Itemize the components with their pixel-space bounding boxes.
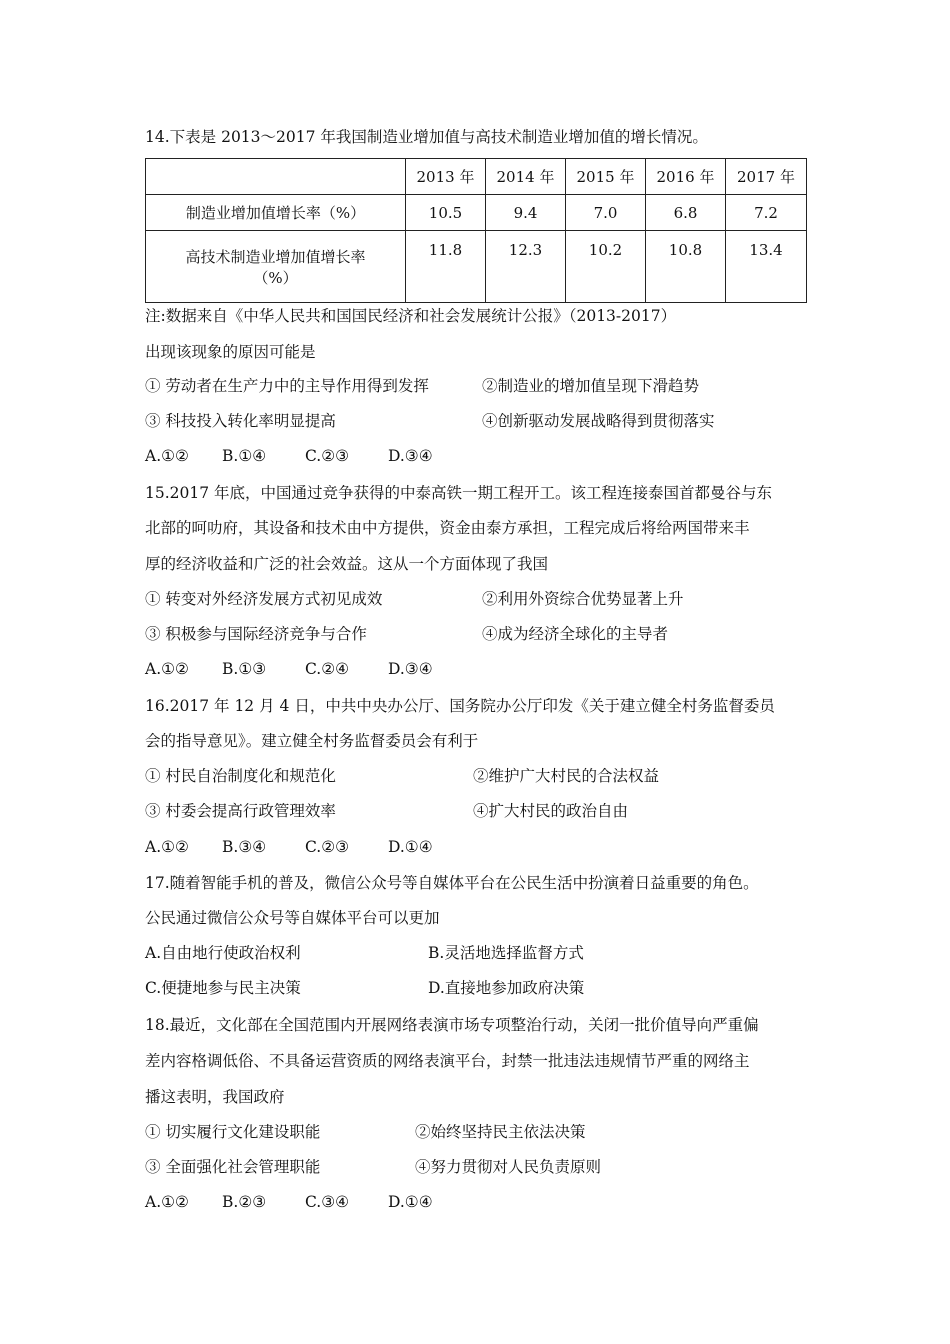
q14-stem: 14.下表是 2013～2017 年我国制造业增加值与高技术制造业增加值的增长情况。	[145, 128, 708, 146]
q15-item-3: ③ 积极参与国际经济竞争与合作	[145, 625, 367, 643]
table-header-cell: 2013 年	[406, 159, 486, 195]
q14-table-note: 注:数据来自《中华人民共和国国民经济和社会发展统计公报》（2013-2017）	[145, 307, 677, 325]
q17-choice-b: B.灵活地选择监督方式	[428, 944, 584, 962]
q15-item-4: ④成为经济全球化的主导者	[482, 625, 669, 643]
table-header-cell: 2017 年	[726, 159, 807, 195]
q14-item-2: ②制造业的增加值呈现下滑趋势	[482, 377, 700, 395]
q15-stem-line-3: 厚的经济收益和广泛的社会效益。这从一个方面体现了我国	[145, 555, 549, 573]
table-row-label	[146, 231, 406, 303]
q18-option-c: C.③④	[305, 1193, 350, 1211]
q16-option-c: C.②③	[305, 838, 350, 856]
q15-stem-line-2: 北部的呵叻府，其设备和技术由中方提供，资金由泰方承担，工程完成后将给两国带来丰	[145, 519, 750, 537]
table-cell-value: 10.2	[588, 241, 623, 259]
q18-option-a: A.①②	[145, 1193, 189, 1211]
q18-option-d: D.①④	[388, 1193, 433, 1211]
q17-choice-c: C.便捷地参与民主决策	[145, 979, 301, 997]
q14-option-b: B.①④	[222, 447, 267, 465]
q16-stem-line-2: 会的指导意见》。建立健全村务监督委员会有利于	[145, 732, 479, 750]
q15-option-c: C.②④	[305, 660, 350, 678]
table-cell	[566, 231, 646, 303]
table-cell-value: 12.3	[508, 241, 543, 259]
q18-item-3: ③ 全面强化社会管理职能	[145, 1158, 321, 1176]
q15-option-a: A.①②	[145, 660, 189, 678]
q17-stem-line-1: 17.随着智能手机的普及，微信公众号等自媒体平台在公民生活中扮演着日益重要的角色。	[145, 874, 759, 892]
table-cell-value: 10.8	[668, 241, 703, 259]
q18-stem-line-1: 18.最近，文化部在全国范围内开展网络表演市场专项整治行动，关闭一批价值导向严重偏	[145, 1016, 759, 1034]
table-corner-cell	[146, 159, 406, 195]
q17-choice-a: A.自由地行使政治权利	[145, 944, 301, 962]
q14-item-1: ① 劳动者在生产力中的主导作用得到发挥	[145, 377, 429, 395]
q18-stem-line-3: 播这表明，我国政府	[145, 1088, 285, 1106]
q16-option-d: D.①④	[388, 838, 433, 856]
table-cell	[486, 231, 566, 303]
table-cell: 10.5	[406, 195, 486, 231]
q14-option-d: D.③④	[388, 447, 433, 465]
table-header-cell: 2016 年	[646, 159, 726, 195]
q16-item-4: ④扩大村民的政治自由	[473, 802, 629, 820]
table-row-label-line2: （%）	[253, 269, 298, 287]
table-header-row	[146, 159, 807, 195]
q18-item-2: ②始终坚持民主依法决策	[415, 1123, 586, 1141]
q15-item-1: ① 转变对外经济发展方式初见成效	[145, 590, 383, 608]
table-row-label: 制造业增加值增长率（%）	[146, 195, 406, 231]
q15-item-2: ②利用外资综合优势显著上升	[482, 590, 684, 608]
table-header-cell: 2014 年	[486, 159, 566, 195]
q18-item-1: ① 切实履行文化建设职能	[145, 1123, 321, 1141]
q15-option-d: D.③④	[388, 660, 433, 678]
q15-stem-line-1: 15.2017 年底，中国通过竞争获得的中泰高铁一期工程开工。该工程连接泰国首都曼谷与东	[145, 484, 773, 502]
table-row-label-line1: 高技术制造业增加值增长率	[185, 248, 366, 266]
q16-item-1: ① 村民自治制度化和规范化	[145, 767, 336, 785]
q14-option-c: C.②③	[305, 447, 350, 465]
table-cell	[406, 231, 486, 303]
q18-option-b: B.②③	[222, 1193, 267, 1211]
q17-choice-d: D.直接地参加政府决策	[428, 979, 585, 997]
q16-option-b: B.③④	[222, 838, 267, 856]
growth-rate-table	[145, 158, 807, 303]
q16-option-a: A.①②	[145, 838, 189, 856]
table-cell	[726, 231, 807, 303]
table-cell: 6.8	[646, 195, 726, 231]
q18-item-4: ④努力贯彻对人民负责原则	[415, 1158, 602, 1176]
table-cell	[646, 231, 726, 303]
table-header-cell: 2015 年	[566, 159, 646, 195]
q18-stem-line-2: 差内容格调低俗、不具备运营资质的网络表演平台，封禁一批违法违规情节严重的网络主	[145, 1052, 750, 1070]
q14-item-4: ④创新驱动发展战略得到贯彻落实	[482, 412, 715, 430]
table-row	[146, 231, 807, 303]
table-row	[146, 195, 807, 231]
q14-option-a: A.①②	[145, 447, 189, 465]
q17-stem-line-2: 公民通过微信公众号等自媒体平台可以更加	[145, 909, 440, 927]
q15-option-b: B.①③	[222, 660, 267, 678]
table-cell-value: 13.4	[749, 241, 783, 259]
q16-stem-line-1: 16.2017 年 12 月 4 日，中共中央办公厅、国务院办公厅印发《关于建立健全村务监督委员	[145, 697, 775, 715]
q14-item-3: ③ 科技投入转化率明显提高	[145, 412, 336, 430]
table-cell: 9.4	[486, 195, 566, 231]
table-cell: 7.2	[726, 195, 807, 231]
q16-item-3: ③ 村委会提高行政管理效率	[145, 802, 336, 820]
table-cell-value: 11.8	[428, 241, 463, 259]
q16-item-2: ②维护广大村民的合法权益	[473, 767, 660, 785]
table-cell: 7.0	[566, 195, 646, 231]
q14-question: 出现该现象的原因可能是	[145, 343, 316, 361]
